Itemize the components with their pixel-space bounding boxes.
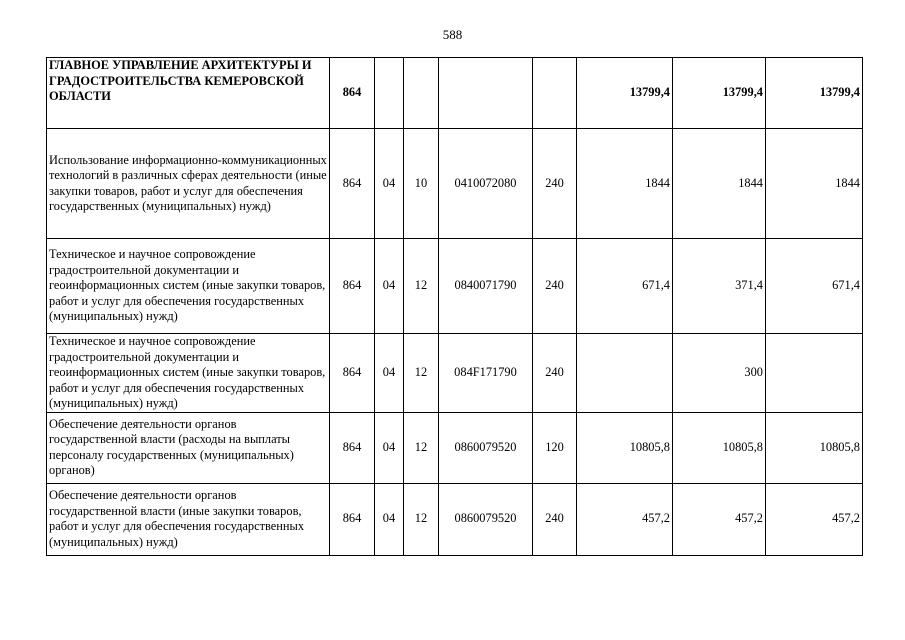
table-row — [47, 334, 863, 413]
subsection-code: 12 — [404, 483, 439, 555]
ved-code: 864 — [330, 334, 375, 413]
ved-code: 864 — [330, 239, 375, 334]
target-article-code: 0860079520 — [439, 483, 533, 555]
amount-col-2: 457,2 — [673, 483, 766, 555]
subsection-code: 12 — [404, 334, 439, 413]
section-code: 04 — [375, 129, 404, 239]
table-row — [47, 129, 863, 239]
amount-col-1: 457,2 — [577, 483, 673, 555]
amount-col-1 — [577, 334, 673, 413]
row-name: Обеспечение деятельности органов государственной власти (иные закупки товаров, работ и услуг для обеспечения государственных (муниципальных) нужд) — [47, 483, 330, 555]
amount-col-2: 1844 — [673, 129, 766, 239]
target-article-code — [439, 58, 533, 129]
amount-col-2: 10805,8 — [673, 412, 766, 483]
amount-col-3: 1844 — [766, 129, 863, 239]
table-row — [47, 239, 863, 334]
section-code: 04 — [375, 483, 404, 555]
subsection-code: 12 — [404, 412, 439, 483]
amount-col-3: 671,4 — [766, 239, 863, 334]
subsection-code: 10 — [404, 129, 439, 239]
amount-col-3: 13799,4 — [766, 58, 863, 129]
subsection-code: 12 — [404, 239, 439, 334]
ved-code: 864 — [330, 58, 375, 129]
expense-type-code: 120 — [533, 412, 577, 483]
expense-type-code: 240 — [533, 239, 577, 334]
amount-col-1: 671,4 — [577, 239, 673, 334]
table-row — [47, 412, 863, 483]
expense-type-code: 240 — [533, 483, 577, 555]
row-name: Использование информационно-коммуникационных технологий в различных сферах деятельности (иные закупки товаров, работ и услуг для обеспечения государственных (муниципальных) нужд) — [47, 129, 330, 239]
page-number: 588 — [442, 27, 463, 42]
amount-col-2: 300 — [673, 334, 766, 413]
amount-col-3 — [766, 334, 863, 413]
subsection-code — [404, 58, 439, 129]
amount-col-2: 13799,4 — [673, 58, 766, 129]
expense-type-code: 240 — [533, 129, 577, 239]
target-article-code: 084F171790 — [439, 334, 533, 413]
table-row — [47, 58, 863, 129]
ved-code: 864 — [330, 412, 375, 483]
table-row — [47, 483, 863, 555]
amount-col-3: 457,2 — [766, 483, 863, 555]
row-name: ГЛАВНОЕ УПРАВЛЕНИЕ АРХИТЕКТУРЫ И ГРАДОСТРОИТЕЛЬСТВА КЕМЕРОВСКОЙ ОБЛАСТИ — [47, 58, 330, 129]
row-name: Техническое и научное сопровождение градостроительной документации и геоинформационных систем (иные закупки товаров, работ и услуг для обеспечения государственных (муниципальных) нужд) — [47, 334, 330, 413]
amount-col-2: 371,4 — [673, 239, 766, 334]
expense-type-code: 240 — [533, 334, 577, 413]
expense-type-code — [533, 58, 577, 129]
amount-col-3: 10805,8 — [766, 412, 863, 483]
amount-col-1: 13799,4 — [577, 58, 673, 129]
row-name: Техническое и научное сопровождение градостроительной документации и геоинформационных систем (иные закупки товаров, работ и услуг для обеспечения государственных (муниципальных) нужд) — [47, 239, 330, 334]
amount-col-1: 1844 — [577, 129, 673, 239]
target-article-code: 0840071790 — [439, 239, 533, 334]
target-article-code: 0860079520 — [439, 412, 533, 483]
section-code: 04 — [375, 412, 404, 483]
ved-code: 864 — [330, 483, 375, 555]
section-code: 04 — [375, 334, 404, 413]
row-name: Обеспечение деятельности органов государственной власти (расходы на выплаты персоналу государственных (муниципальных) органов) — [47, 412, 330, 483]
amount-col-1: 10805,8 — [577, 412, 673, 483]
section-code — [375, 58, 404, 129]
section-code: 04 — [375, 239, 404, 334]
budget-table — [46, 57, 863, 556]
target-article-code: 0410072080 — [439, 129, 533, 239]
ved-code: 864 — [330, 129, 375, 239]
